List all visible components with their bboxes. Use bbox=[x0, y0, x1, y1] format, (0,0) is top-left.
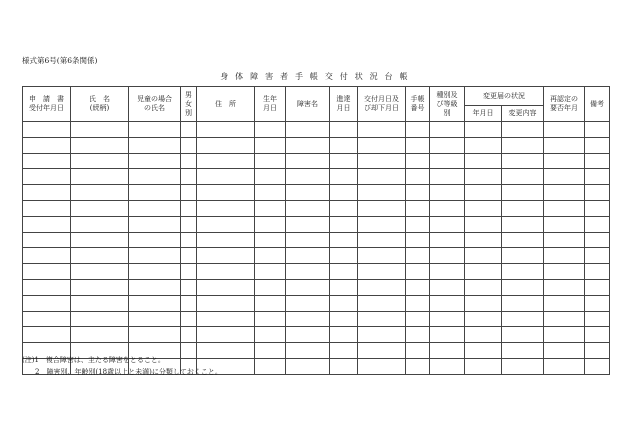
table-cell bbox=[71, 216, 129, 232]
table-cell bbox=[255, 122, 286, 138]
table-cell bbox=[585, 327, 610, 343]
table-cell bbox=[585, 169, 610, 185]
table-cell bbox=[181, 232, 197, 248]
table-cell bbox=[358, 343, 406, 359]
table-cell bbox=[71, 248, 129, 264]
table-cell bbox=[255, 200, 286, 216]
table-cell bbox=[255, 216, 286, 232]
table-cell bbox=[465, 216, 502, 232]
table-cell bbox=[71, 264, 129, 280]
table-cell bbox=[502, 248, 544, 264]
table-cell bbox=[358, 358, 406, 374]
table-cell bbox=[406, 122, 430, 138]
table-cell bbox=[358, 248, 406, 264]
table-cell bbox=[181, 311, 197, 327]
table-cell bbox=[330, 137, 358, 153]
table-cell bbox=[544, 216, 585, 232]
table-cell bbox=[544, 311, 585, 327]
table-cell bbox=[430, 311, 465, 327]
table-row bbox=[23, 248, 610, 264]
table-cell bbox=[406, 264, 430, 280]
table-cell bbox=[129, 279, 181, 295]
ledger-title: 身 体 障 害 者 手 帳 交 付 状 況 台 帳 bbox=[220, 72, 410, 81]
table-cell bbox=[286, 232, 330, 248]
table-cell bbox=[430, 185, 465, 201]
table-cell bbox=[465, 122, 502, 138]
table-cell bbox=[181, 153, 197, 169]
table-row bbox=[23, 185, 610, 201]
table-cell bbox=[544, 232, 585, 248]
table-cell bbox=[585, 153, 610, 169]
table-cell bbox=[330, 153, 358, 169]
table-cell bbox=[358, 153, 406, 169]
header-child-name: 児童の場合 の氏名 bbox=[129, 87, 181, 122]
table-cell bbox=[330, 327, 358, 343]
table-cell bbox=[255, 311, 286, 327]
table-cell bbox=[502, 327, 544, 343]
table-cell bbox=[406, 295, 430, 311]
table-cell bbox=[197, 327, 255, 343]
table-row bbox=[23, 200, 610, 216]
table-cell bbox=[129, 169, 181, 185]
table-cell bbox=[544, 153, 585, 169]
table-cell bbox=[330, 185, 358, 201]
header-remarks: 備考 bbox=[585, 87, 610, 122]
table-cell bbox=[585, 264, 610, 280]
table-cell bbox=[430, 232, 465, 248]
table-cell bbox=[197, 169, 255, 185]
table-cell bbox=[23, 153, 71, 169]
table-cell bbox=[255, 343, 286, 359]
table-cell bbox=[197, 279, 255, 295]
table-cell bbox=[71, 200, 129, 216]
table-cell bbox=[71, 153, 129, 169]
table-cell bbox=[129, 137, 181, 153]
table-cell bbox=[129, 264, 181, 280]
table-cell bbox=[430, 327, 465, 343]
table-cell bbox=[544, 137, 585, 153]
table-cell bbox=[430, 279, 465, 295]
table-cell bbox=[430, 137, 465, 153]
table-cell bbox=[286, 343, 330, 359]
table-cell bbox=[71, 122, 129, 138]
table-cell bbox=[330, 279, 358, 295]
table-cell bbox=[181, 216, 197, 232]
table-cell bbox=[330, 232, 358, 248]
table-cell bbox=[585, 248, 610, 264]
table-cell bbox=[255, 232, 286, 248]
table-cell bbox=[255, 248, 286, 264]
table-cell bbox=[197, 216, 255, 232]
table-cell bbox=[502, 232, 544, 248]
table-cell bbox=[465, 311, 502, 327]
table-cell bbox=[585, 311, 610, 327]
table-cell bbox=[286, 122, 330, 138]
table-cell bbox=[358, 122, 406, 138]
table-cell bbox=[23, 216, 71, 232]
table-cell bbox=[286, 216, 330, 232]
table-cell bbox=[502, 264, 544, 280]
table-cell bbox=[286, 279, 330, 295]
table-cell bbox=[129, 200, 181, 216]
table-cell bbox=[406, 153, 430, 169]
table-cell bbox=[197, 295, 255, 311]
table-cell bbox=[430, 122, 465, 138]
table-row bbox=[23, 295, 610, 311]
table-cell bbox=[255, 279, 286, 295]
table-cell bbox=[23, 327, 71, 343]
table-cell bbox=[330, 343, 358, 359]
table-cell bbox=[197, 232, 255, 248]
table-cell bbox=[544, 248, 585, 264]
table-cell bbox=[585, 279, 610, 295]
table-cell bbox=[181, 264, 197, 280]
table-cell bbox=[23, 137, 71, 153]
table-cell bbox=[181, 185, 197, 201]
table-cell bbox=[330, 311, 358, 327]
table-cell bbox=[465, 153, 502, 169]
table-cell bbox=[181, 248, 197, 264]
table-cell bbox=[465, 185, 502, 201]
table-cell bbox=[286, 248, 330, 264]
table-cell bbox=[502, 153, 544, 169]
table-cell bbox=[358, 264, 406, 280]
table-cell bbox=[23, 232, 71, 248]
table-cell bbox=[465, 358, 502, 374]
table-cell bbox=[358, 311, 406, 327]
table-cell bbox=[197, 153, 255, 169]
table-cell bbox=[330, 295, 358, 311]
table-cell bbox=[181, 122, 197, 138]
table-cell bbox=[181, 169, 197, 185]
table-cell bbox=[465, 295, 502, 311]
table-cell bbox=[585, 200, 610, 216]
table-cell bbox=[129, 295, 181, 311]
header-address: 住 所 bbox=[197, 87, 255, 122]
table-cell bbox=[544, 343, 585, 359]
table-cell bbox=[129, 232, 181, 248]
table-cell bbox=[71, 185, 129, 201]
note-2: 2 障害別、年齢別(18歳以上と未満)に分類しておくこと。 bbox=[35, 368, 222, 376]
table-cell bbox=[255, 295, 286, 311]
ledger-table bbox=[22, 86, 610, 375]
table-cell bbox=[71, 327, 129, 343]
table-cell bbox=[181, 137, 197, 153]
table-cell bbox=[358, 327, 406, 343]
table-cell bbox=[406, 185, 430, 201]
table-cell bbox=[465, 169, 502, 185]
table-cell bbox=[406, 216, 430, 232]
table-cell bbox=[358, 216, 406, 232]
table-cell bbox=[406, 279, 430, 295]
table-cell bbox=[430, 343, 465, 359]
table-cell bbox=[181, 200, 197, 216]
header-issue-date: 交付月日及 び却下月日 bbox=[358, 87, 406, 122]
table-cell bbox=[585, 295, 610, 311]
table-cell bbox=[330, 200, 358, 216]
table-cell bbox=[129, 185, 181, 201]
table-cell bbox=[406, 343, 430, 359]
table-cell bbox=[286, 311, 330, 327]
note-1: (注)1 複合障害は、主たる障害をとること。 bbox=[22, 356, 165, 364]
table-cell bbox=[197, 248, 255, 264]
table-cell bbox=[465, 137, 502, 153]
table-cell bbox=[197, 264, 255, 280]
table-cell bbox=[71, 169, 129, 185]
table-cell bbox=[502, 343, 544, 359]
table-cell bbox=[23, 295, 71, 311]
table-cell bbox=[197, 200, 255, 216]
table-cell bbox=[585, 137, 610, 153]
table-cell bbox=[430, 295, 465, 311]
table-cell bbox=[71, 295, 129, 311]
table-cell bbox=[129, 248, 181, 264]
notes bbox=[22, 354, 222, 378]
table-cell bbox=[129, 327, 181, 343]
table-cell bbox=[358, 200, 406, 216]
table-cell bbox=[255, 169, 286, 185]
table-cell bbox=[71, 279, 129, 295]
table-cell bbox=[286, 264, 330, 280]
table-cell bbox=[181, 279, 197, 295]
table-cell bbox=[465, 232, 502, 248]
form-number-label: 様式第6号(第6条関係) bbox=[22, 56, 98, 65]
table-cell bbox=[544, 264, 585, 280]
table-cell bbox=[430, 216, 465, 232]
table-cell bbox=[585, 358, 610, 374]
table-cell bbox=[197, 122, 255, 138]
table-cell bbox=[286, 185, 330, 201]
table-cell bbox=[23, 248, 71, 264]
header-application-date: 申 請 書 受付年月日 bbox=[23, 87, 71, 122]
table-cell bbox=[544, 169, 585, 185]
header-type-grade: 種別及 び等級 別 bbox=[430, 87, 465, 122]
header-change-status: 変更届の状況 bbox=[465, 87, 544, 106]
header-recert-date: 再認定の 要否年月 bbox=[544, 87, 585, 122]
table-cell bbox=[585, 216, 610, 232]
table-cell bbox=[286, 153, 330, 169]
table-row bbox=[23, 327, 610, 343]
table-row bbox=[23, 153, 610, 169]
table-cell bbox=[502, 122, 544, 138]
table-cell bbox=[585, 122, 610, 138]
table-cell bbox=[286, 358, 330, 374]
table-cell bbox=[406, 358, 430, 374]
table-row bbox=[23, 122, 610, 138]
table-cell bbox=[502, 200, 544, 216]
table-cell bbox=[406, 232, 430, 248]
table-cell bbox=[358, 185, 406, 201]
table-cell bbox=[502, 185, 544, 201]
table-cell bbox=[129, 122, 181, 138]
table-cell bbox=[181, 327, 197, 343]
header-disability-name: 障害名 bbox=[286, 87, 330, 122]
table-cell bbox=[406, 248, 430, 264]
table-cell bbox=[23, 311, 71, 327]
header-change-content: 変更内容 bbox=[502, 106, 544, 122]
table-cell bbox=[23, 200, 71, 216]
table-cell bbox=[286, 169, 330, 185]
table-cell bbox=[197, 185, 255, 201]
header-row-top bbox=[23, 87, 610, 106]
table-cell bbox=[430, 358, 465, 374]
table-cell bbox=[544, 279, 585, 295]
table-cell bbox=[23, 279, 71, 295]
table-cell bbox=[430, 264, 465, 280]
table-row bbox=[23, 169, 610, 185]
table-cell bbox=[544, 185, 585, 201]
table-cell bbox=[358, 137, 406, 153]
table-cell bbox=[465, 327, 502, 343]
table-cell bbox=[430, 200, 465, 216]
table-cell bbox=[502, 169, 544, 185]
table-cell bbox=[358, 295, 406, 311]
table-cell bbox=[71, 232, 129, 248]
table-cell bbox=[358, 232, 406, 248]
table-cell bbox=[71, 311, 129, 327]
table-cell bbox=[255, 185, 286, 201]
table-cell bbox=[502, 358, 544, 374]
table-cell bbox=[465, 264, 502, 280]
table-cell bbox=[255, 327, 286, 343]
table-cell bbox=[330, 248, 358, 264]
table-cell bbox=[129, 216, 181, 232]
table-cell bbox=[502, 279, 544, 295]
table-cell bbox=[286, 295, 330, 311]
table-cell bbox=[129, 153, 181, 169]
table-cell bbox=[358, 279, 406, 295]
table-row bbox=[23, 264, 610, 280]
table-cell bbox=[255, 137, 286, 153]
table-row bbox=[23, 216, 610, 232]
table-cell bbox=[330, 358, 358, 374]
table-cell bbox=[465, 200, 502, 216]
header-name: 氏 名 (続柄) bbox=[71, 87, 129, 122]
ledger-body bbox=[23, 122, 610, 375]
table-cell bbox=[465, 279, 502, 295]
table-row bbox=[23, 232, 610, 248]
table-cell bbox=[406, 327, 430, 343]
table-cell bbox=[585, 232, 610, 248]
table-cell bbox=[430, 169, 465, 185]
table-cell bbox=[23, 185, 71, 201]
table-cell bbox=[430, 248, 465, 264]
table-cell bbox=[197, 311, 255, 327]
table-cell bbox=[544, 358, 585, 374]
table-cell bbox=[255, 358, 286, 374]
table-cell bbox=[286, 327, 330, 343]
table-cell bbox=[502, 137, 544, 153]
table-cell bbox=[502, 311, 544, 327]
table-cell bbox=[181, 295, 197, 311]
table-cell bbox=[71, 137, 129, 153]
header-birth-date: 生年 月日 bbox=[255, 87, 286, 122]
table-cell bbox=[330, 122, 358, 138]
header-booklet-number: 手帳 番号 bbox=[406, 87, 430, 122]
header-progress-date: 進達 月日 bbox=[330, 87, 358, 122]
table-cell bbox=[23, 169, 71, 185]
table-cell bbox=[430, 153, 465, 169]
table-cell bbox=[502, 295, 544, 311]
table-row bbox=[23, 279, 610, 295]
header-sex: 男 女 別 bbox=[181, 87, 197, 122]
table-cell bbox=[465, 248, 502, 264]
table-cell bbox=[286, 200, 330, 216]
table-cell bbox=[358, 169, 406, 185]
table-cell bbox=[465, 343, 502, 359]
table-cell bbox=[406, 200, 430, 216]
table-cell bbox=[255, 264, 286, 280]
table-cell bbox=[585, 185, 610, 201]
table-cell bbox=[330, 216, 358, 232]
table-row bbox=[23, 137, 610, 153]
table-cell bbox=[255, 153, 286, 169]
table-cell bbox=[23, 264, 71, 280]
table-cell bbox=[544, 327, 585, 343]
table-cell bbox=[585, 343, 610, 359]
table-cell bbox=[330, 169, 358, 185]
table-cell bbox=[406, 169, 430, 185]
table-cell bbox=[502, 216, 544, 232]
table-cell bbox=[406, 311, 430, 327]
table-cell bbox=[286, 137, 330, 153]
table-cell bbox=[406, 137, 430, 153]
table-cell bbox=[544, 200, 585, 216]
table-row bbox=[23, 311, 610, 327]
table-cell bbox=[23, 122, 71, 138]
table-cell bbox=[544, 122, 585, 138]
table-cell bbox=[197, 137, 255, 153]
table-cell bbox=[330, 264, 358, 280]
header-change-date: 年月日 bbox=[465, 106, 502, 122]
table-cell bbox=[544, 295, 585, 311]
table-cell bbox=[129, 311, 181, 327]
